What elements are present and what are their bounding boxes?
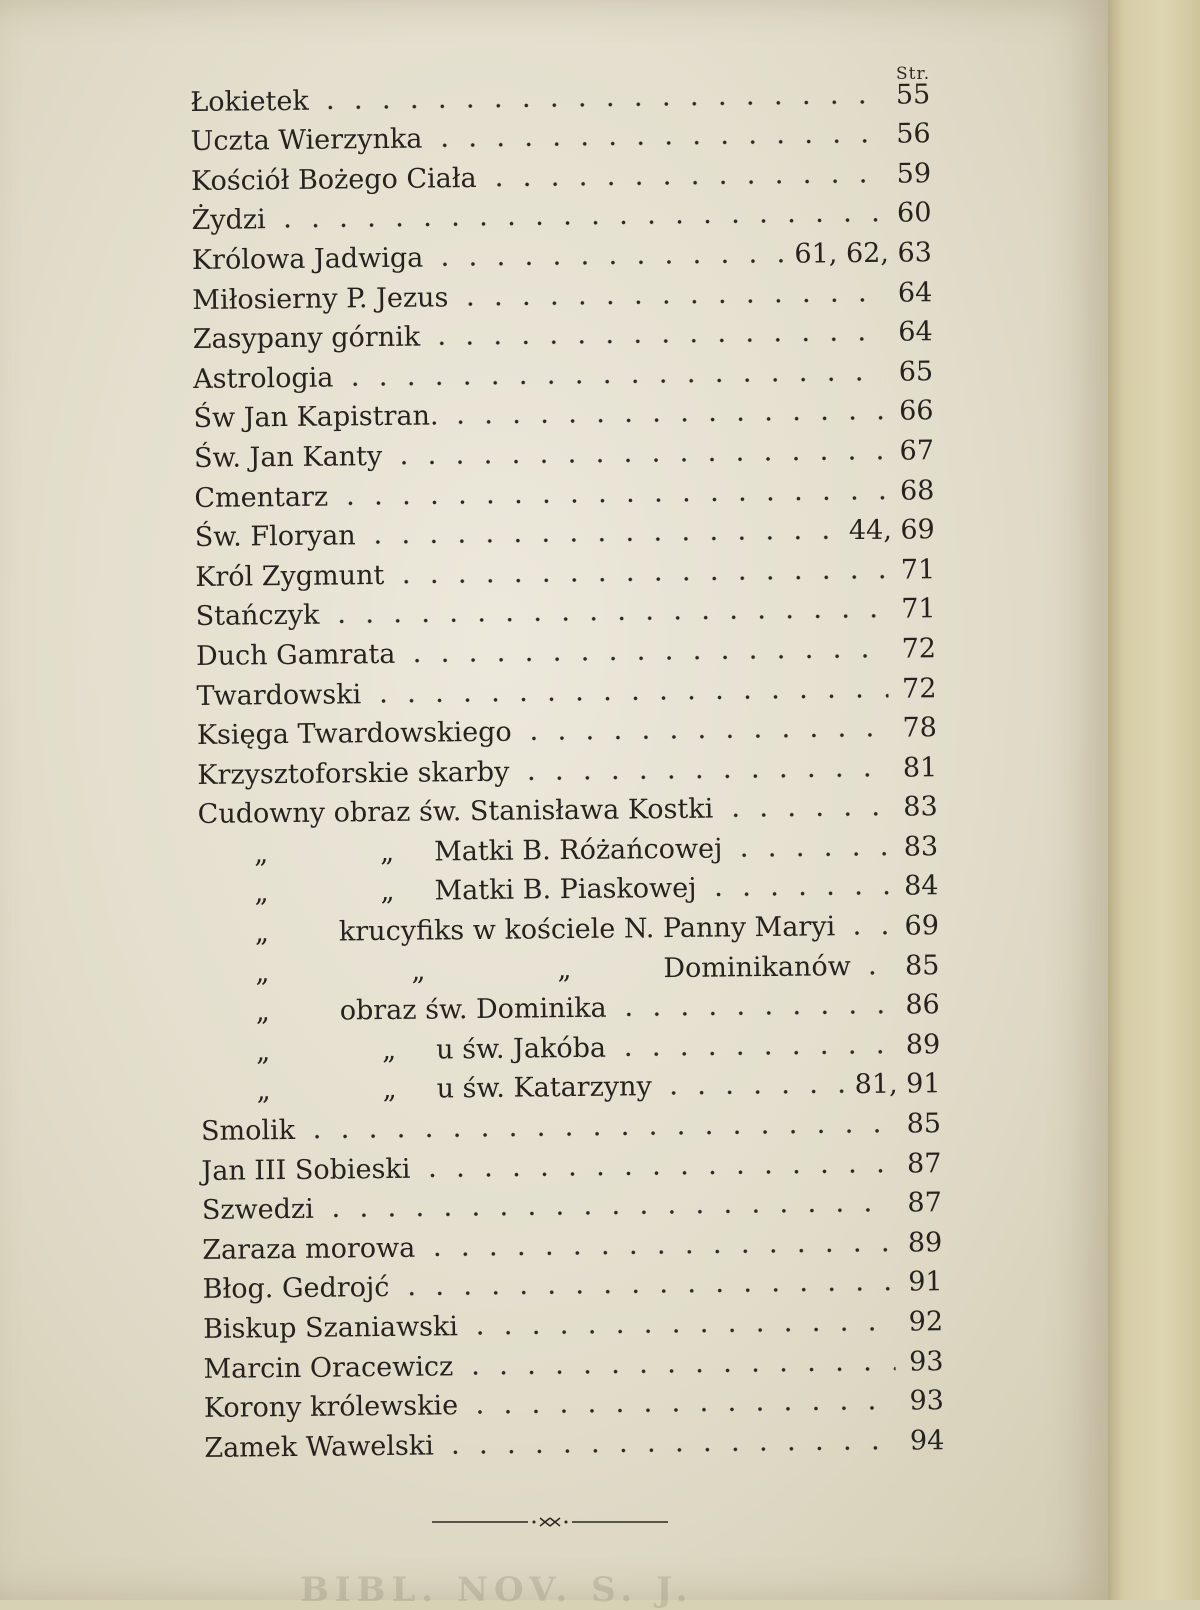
entry-text: Błog. Gedrojć [202,1272,390,1306]
dot-leader [466,1327,895,1335]
toc-page-number: 85 [906,1108,942,1140]
entry-text: Zamek Wawelski [204,1430,434,1464]
entry-text: obraz św. Dominika [339,992,607,1027]
toc-entry-title [204,1391,458,1424]
toc-entry-title [191,125,423,157]
dot-leader [431,259,786,267]
toc-entry-title [204,1431,434,1463]
ditto-mark: „ [382,1034,397,1066]
toc-entry-title [198,834,723,869]
dot-leader [721,812,889,818]
toc-page-number: 87 [906,1147,942,1180]
dot-leader [660,1090,847,1096]
toc-page-number: 93 [909,1385,945,1417]
dot-leader [859,970,892,974]
toc-page-number: 85 [904,949,940,982]
toc-page-number: 56 [896,118,931,150]
dot-leader [303,1129,893,1139]
ornament-divider [432,1516,668,1528]
dot-leader [730,852,890,858]
dot-leader [274,218,884,228]
entry-text: u św. Katarzyny [436,1071,652,1105]
table-of-contents [190,70,944,1463]
dot-leader [430,139,882,148]
dot-leader [423,1248,894,1257]
ditto-mark: „ [411,955,426,987]
toc-entry-title [191,206,265,237]
entry-text: Stańczyk [195,599,320,633]
book-gutter [1108,0,1200,1600]
dot-leader [369,693,888,702]
toc-page-number: 55 [895,78,931,111]
entry-text: Cmentarz [194,481,329,514]
toc-page-number: 91 [908,1266,943,1298]
toc-page-number: 64 [897,276,933,309]
dot-leader [428,337,885,346]
entry-text: u św. Jakóba [436,1032,607,1066]
dot-leader [447,416,886,425]
toc-entry [192,229,932,276]
dot-leader [327,614,887,624]
toc-entry-title [200,1073,651,1108]
toc-page-number: 66 [899,395,934,427]
toc-entry-title [203,1312,458,1345]
dot-leader [390,456,886,465]
dot-leader [322,1208,894,1218]
entry-text: Miłosierny P. Jezus [192,281,449,316]
toc-page-number: 92 [908,1306,944,1338]
ditto-mark: „ [382,1074,397,1106]
toc-page-number: 67 [899,435,935,467]
toc-page-number: 81, 91 [854,1068,941,1101]
toc-entry-title [200,1034,606,1068]
toc-entry-title [196,680,361,712]
entry-text: Marcin Oracewicz [203,1350,454,1385]
entry-text: Cudowny obraz św. Stanisława Kostki [197,793,714,831]
toc-entry-title [201,1154,410,1186]
toc-entry-title [202,1234,415,1266]
entry-text: Św Jan Kapistran. [193,400,439,435]
toc-entry-title [203,1273,390,1305]
toc-entry-title [197,718,512,751]
toc-page-number: 65 [898,355,934,388]
ditto-mark: „ [380,876,395,908]
toc-page-number: 64 [898,316,933,348]
toc-page-number: 89 [907,1227,943,1259]
entry-text: krucyfiks w kościele N. Panny Maryi [338,911,836,948]
page-column-label: Str. [896,64,931,84]
toc-entry-title [194,442,383,474]
entry-text: Korony królewskie [203,1390,459,1425]
dot-leader [520,733,889,741]
dot-leader [843,931,891,936]
ditto-mark: „ [256,1075,271,1107]
ditto-mark: „ [254,917,270,949]
dot-leader [442,1445,897,1454]
toc-entry-title [192,244,424,276]
toc-page-number: 72 [901,633,937,665]
dot-leader [456,297,884,305]
dot-leader [418,1168,893,1177]
toc-entry-title [191,164,477,197]
dot-leader [615,1010,892,1017]
toc-page-number: 72 [901,672,937,705]
toc-page-number: 86 [905,989,940,1021]
toc-page-number: 59 [896,158,932,190]
entry-text: Kościół Bożego Ciała [190,162,477,197]
dot-leader [466,1406,896,1415]
toc-entry-title [196,640,396,672]
entry-text: Szwedzi [201,1193,314,1227]
dot-leader [336,495,886,505]
toc-entry-title [195,601,319,632]
toc-entry-title [198,874,696,909]
entry-text: Król Zygmunt [195,559,385,593]
toc-page-number: 68 [899,474,935,507]
toc-page-number: 69 [904,910,940,942]
toc-entry [199,941,939,988]
entry-text: Jan III Sobieski [201,1153,411,1187]
entry-text: Żydzi [191,204,266,237]
dot-leader [461,1366,895,1375]
ditto-mark: „ [254,877,269,909]
toc-page-number: 83 [903,791,938,823]
toc-entry-title [195,521,356,553]
dot-leader [392,574,887,583]
entry-text: Zaraza morowa [202,1232,416,1266]
toc-entry-title [198,795,714,830]
dot-leader [705,891,891,897]
ditto-mark: „ [253,838,269,870]
toc-entry [199,902,939,949]
toc-entry-title [192,283,448,316]
entry-text: Matki B. Różańcowej [433,833,723,868]
toc-entry-title [201,1116,295,1147]
toc-entry-title [197,757,509,790]
toc-page-number: 93 [908,1345,944,1378]
toc-entry-title [195,561,384,593]
toc-page-number: 71 [900,553,936,586]
entry-text: Astrologia [192,362,334,395]
entry-text: Smolik [200,1114,296,1147]
dot-leader [364,535,841,544]
toc-page-number: 94 [909,1424,945,1457]
ditto-mark: „ [557,953,572,985]
library-stamp: BIBL. NOV. S. J. [300,1570,694,1610]
entry-text: Łokietek [190,85,309,118]
entry-text: Twardowski [196,678,362,712]
entry-text: Uczta Wierzynka [190,123,423,158]
entry-text: Dominikanów [663,950,851,984]
entry-text: Św. Jan Kanty [193,440,383,474]
toc-page-number: 71 [901,593,936,625]
toc-page-number: 61, 62, 63 [794,237,933,270]
toc-page-number: 78 [902,712,938,744]
toc-entry-title [193,402,438,435]
toc-page-number: 81 [902,751,938,784]
toc-entry [204,1416,944,1463]
toc-entry-title [190,86,309,117]
ditto-mark: „ [256,1036,271,1068]
dot-leader [398,1287,895,1296]
toc-entry-title [194,482,328,513]
entry-text: Zasypany górnik [192,321,421,356]
dot-leader [317,99,883,109]
dot-leader [614,1050,892,1057]
dot-leader [341,376,885,386]
toc-page-number: 44, 69 [848,514,935,547]
dot-leader [485,179,883,187]
toc-entry-title [202,1195,314,1226]
toc-page-number: 60 [896,197,932,229]
dot-leader [403,654,888,663]
entry-text: Duch Gamrata [195,638,396,672]
ditto-mark: „ [379,836,395,868]
ditto-mark: „ [255,956,270,989]
toc-page-number: 83 [903,831,939,863]
toc-page-number: 84 [903,870,939,903]
toc-page-number: 87 [907,1187,942,1219]
toc-entry-title [203,1352,453,1385]
entry-text: Krzysztoforskie skarby [197,756,510,791]
entry-text: Matki B. Piaskowej [434,873,697,907]
toc-entry-title [200,994,607,1028]
ditto-mark: „ [255,996,270,1028]
toc-page-number: 89 [905,1029,941,1061]
entry-text: Królowa Jadwiga [191,242,424,276]
dot-leader [517,772,889,780]
entry-text: Biskup Szaniawski [202,1311,459,1345]
toc-entry-title [193,363,334,394]
entry-text: Księga Twardowskiego [196,716,512,752]
entry-text: Św. Floryan [194,520,356,554]
toc-entry-title [193,323,421,355]
